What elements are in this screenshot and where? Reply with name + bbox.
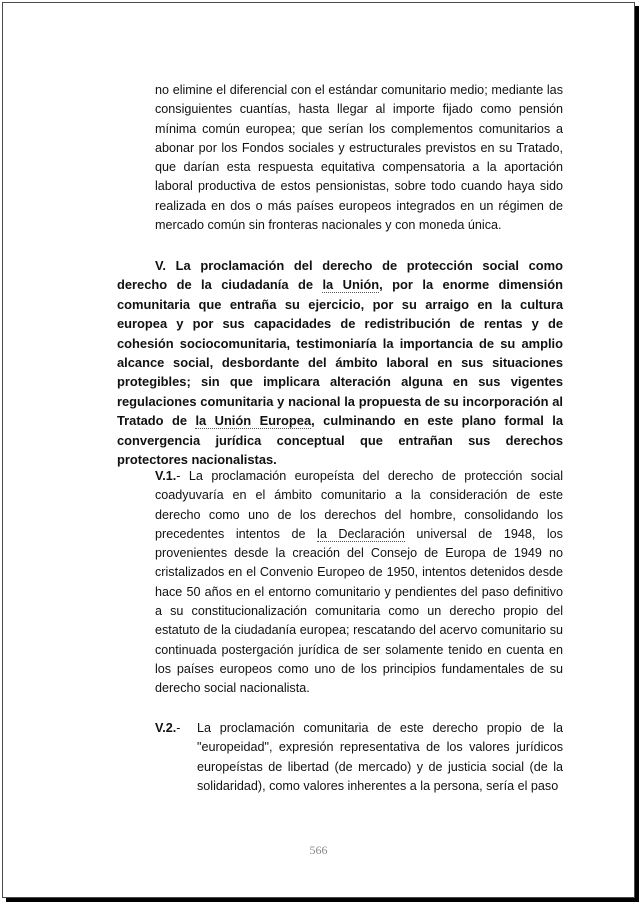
- section-v-text-2: , por la enorme dimensión comunitaria que entraña su ejercicio, por su arraigo en la cultura europea y por sus capacidades de redistribución de rentas y de cohesión sociocomunitaria, testimoniaría la importancia de su amplio alcance social, desbordante del ámbito laboral en sus situaciones protegibles; sin que implicara alteración alguna en sus vigentes regulaciones comunitaria y nacional la propuesta de su incorporación al Tratado de: [117, 277, 564, 429]
- section-v1-paragraph: [155, 467, 563, 699]
- paragraph-continuation: no elimine el diferencial con el estándar comunitario medio; mediante las consiguientes cuantías, hasta llegar al importe fijado como pensión mínima común europea; que serían los complementos comunitarios a abonar por los Fondos sociales y estructurales previstos en su Tratado, que darían esta respuesta equitativa compensatoria a la aportación laboral productiva de estos pensionistas, sobre todo cuando haya sido realizada en dos o más países europeos integrados en un régimen de mercado común sin fronteras nacionales y con moneda única.: [155, 83, 563, 233]
- section-v-text-1: V. La proclamación del derecho de protección social como derecho de la ciudadanía de: [117, 258, 563, 293]
- section-v-paragraph: [117, 256, 563, 469]
- link-la-declaracion[interactable]: la Declaración: [317, 526, 405, 541]
- section-v1-label: V.1.: [155, 469, 177, 483]
- section-v2-label: V.2.: [155, 721, 177, 735]
- section-v2-text: La proclamación comunitaria de este derecho propio de la "europeidad", expresión representativa de los valores jurídicos europeístas de libertad (de mercado) y de justicia social (de la solidaridad), como valores inherentes a la persona, sería el paso: [197, 721, 563, 793]
- page-number: 566: [309, 843, 328, 857]
- section-v1-text-1: - La proclamación europeísta del derecho de protección social coadyuvaría en el ámbito comunitario a la consideración de este derecho como uno de los derechos del hombre, consolidando los precedentes intentos de: [155, 469, 563, 541]
- section-v-text-3: , culminando en este plano formal la convergencia jurídica conceptual que entrañan sus derechos protectores nacionalistas.: [117, 413, 563, 468]
- section-v2-lead: [155, 719, 180, 738]
- link-la-union[interactable]: la Unión: [322, 277, 380, 293]
- section-v1-text-2: universal de 1948, los provenientes desde la creación del Consejo de Europa de 1949 no cristalizados en el Convenio Europeo de 1950, intentos detenidos desde hace 50 años en el entorno comunitario y pendientes del paso definitivo a su constitucionalización comunitaria como un derecho propio del estatuto de la ciudadanía europea; rescatando del acervo comunitario su continuada postergación jurídica de ser solamente tenido en cuenta en los países europeos como uno de los principios fundamentales de su derecho social nacionalista.: [155, 526, 563, 696]
- document-page: [2, 2, 635, 898]
- link-la-union-europea[interactable]: la Unión Europea: [195, 413, 312, 429]
- section-v2-dash: -: [176, 721, 181, 735]
- section-v2-paragraph: [155, 719, 563, 796]
